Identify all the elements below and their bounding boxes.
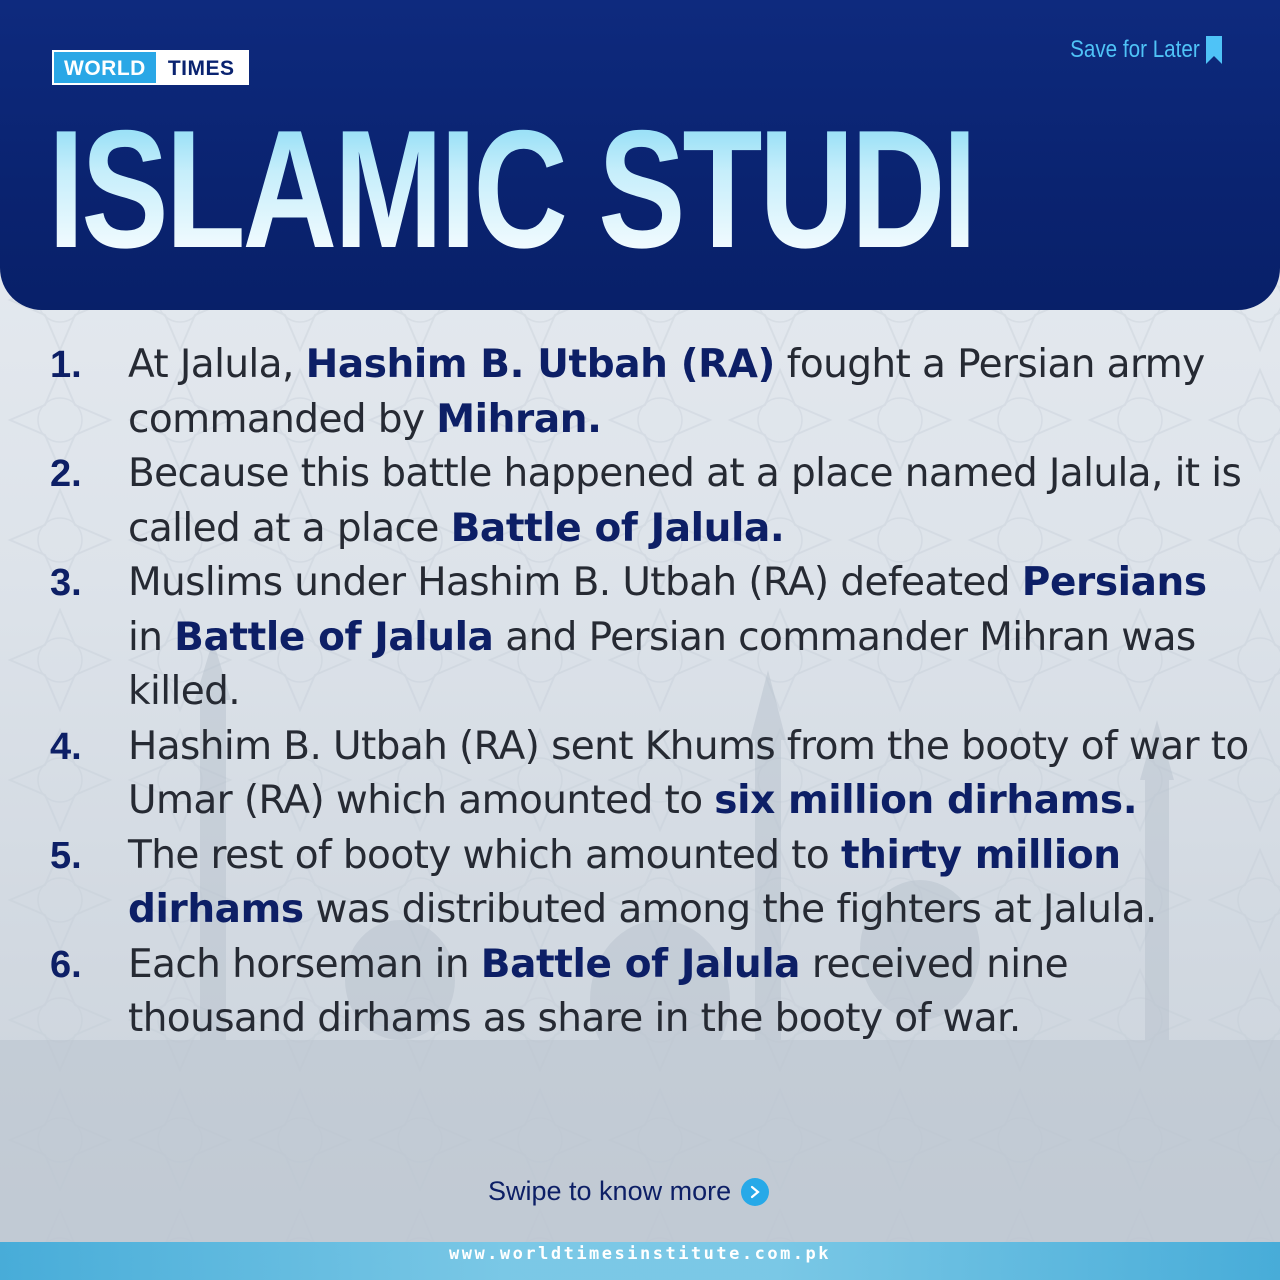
- logo-times: TIMES: [156, 52, 247, 83]
- body-text: Each horseman in: [128, 941, 481, 987]
- save-for-later-label: Save for Later: [1070, 36, 1200, 63]
- item-number: 6.: [50, 943, 82, 986]
- list-item: [50, 938, 1250, 1047]
- body-text: received nine thousand dirhams as share in the booty of war.: [128, 941, 1069, 1041]
- footer-url[interactable]: www.worldtimesinstitute.com.pk: [448, 1244, 832, 1264]
- body-text: fought a Persian army commanded by: [128, 342, 1205, 442]
- body-text: in: [128, 614, 175, 660]
- item-number: 3.: [50, 562, 82, 604]
- chevron-right-icon: [741, 1178, 769, 1206]
- item-number: 4.: [50, 725, 82, 768]
- bookmark-icon: [1204, 36, 1224, 64]
- item-number: 2.: [50, 453, 82, 495]
- emphasis-text: Battle of Jalula: [174, 614, 494, 660]
- body-text: Hashim B. Utbah (RA) sent Khums from the booty of war to Umar (RA) which amounted to: [128, 723, 1249, 823]
- item-text: [128, 829, 1250, 938]
- item-text: [128, 720, 1250, 829]
- body-text: The rest of booty which amounted to: [128, 832, 841, 878]
- body-text: and Persian commander Mihran was killed.: [128, 614, 1196, 714]
- emphasis-text: six million dirhams.: [714, 778, 1138, 823]
- facts-list: [50, 338, 1250, 1047]
- world-times-logo: [52, 50, 249, 85]
- body-text: was distributed among the fighters at Jalula.: [303, 887, 1157, 932]
- emphasis-text: thirty million dirhams: [128, 832, 1121, 932]
- item-number: 5.: [50, 834, 82, 877]
- list-item: [50, 447, 1250, 556]
- header-banner: [0, 0, 1280, 310]
- item-number: 1.: [50, 344, 82, 386]
- list-item: [50, 720, 1250, 829]
- item-text: [128, 338, 1250, 447]
- body-text: Because this battle happened at a place named Jalula, it is called at a place: [128, 451, 1242, 551]
- list-item: [50, 556, 1250, 720]
- emphasis-text: Battle of Jalula.: [450, 505, 785, 551]
- item-text: [128, 556, 1250, 720]
- logo-world: WORLD: [54, 52, 156, 83]
- emphasis-text: Battle of Jalula: [480, 941, 801, 987]
- item-text: [128, 447, 1250, 556]
- save-for-later-button[interactable]: [1049, 36, 1224, 64]
- page-title: ISLAMIC STUDIES: [48, 95, 1145, 283]
- list-item: [50, 829, 1250, 938]
- emphasis-text: Hashim B. Utbah (RA): [305, 342, 775, 387]
- body-text: Muslims under Hashim B. Utbah (RA) defeated: [128, 560, 1022, 605]
- emphasis-text: Mihran.: [436, 396, 602, 442]
- swipe-to-know-more-button[interactable]: [488, 1176, 769, 1207]
- list-item: [50, 338, 1250, 447]
- item-text: [128, 938, 1250, 1047]
- swipe-label: Swipe to know more: [488, 1176, 732, 1206]
- body-text: At Jalula,: [128, 342, 306, 387]
- emphasis-text: Persians: [1021, 560, 1207, 605]
